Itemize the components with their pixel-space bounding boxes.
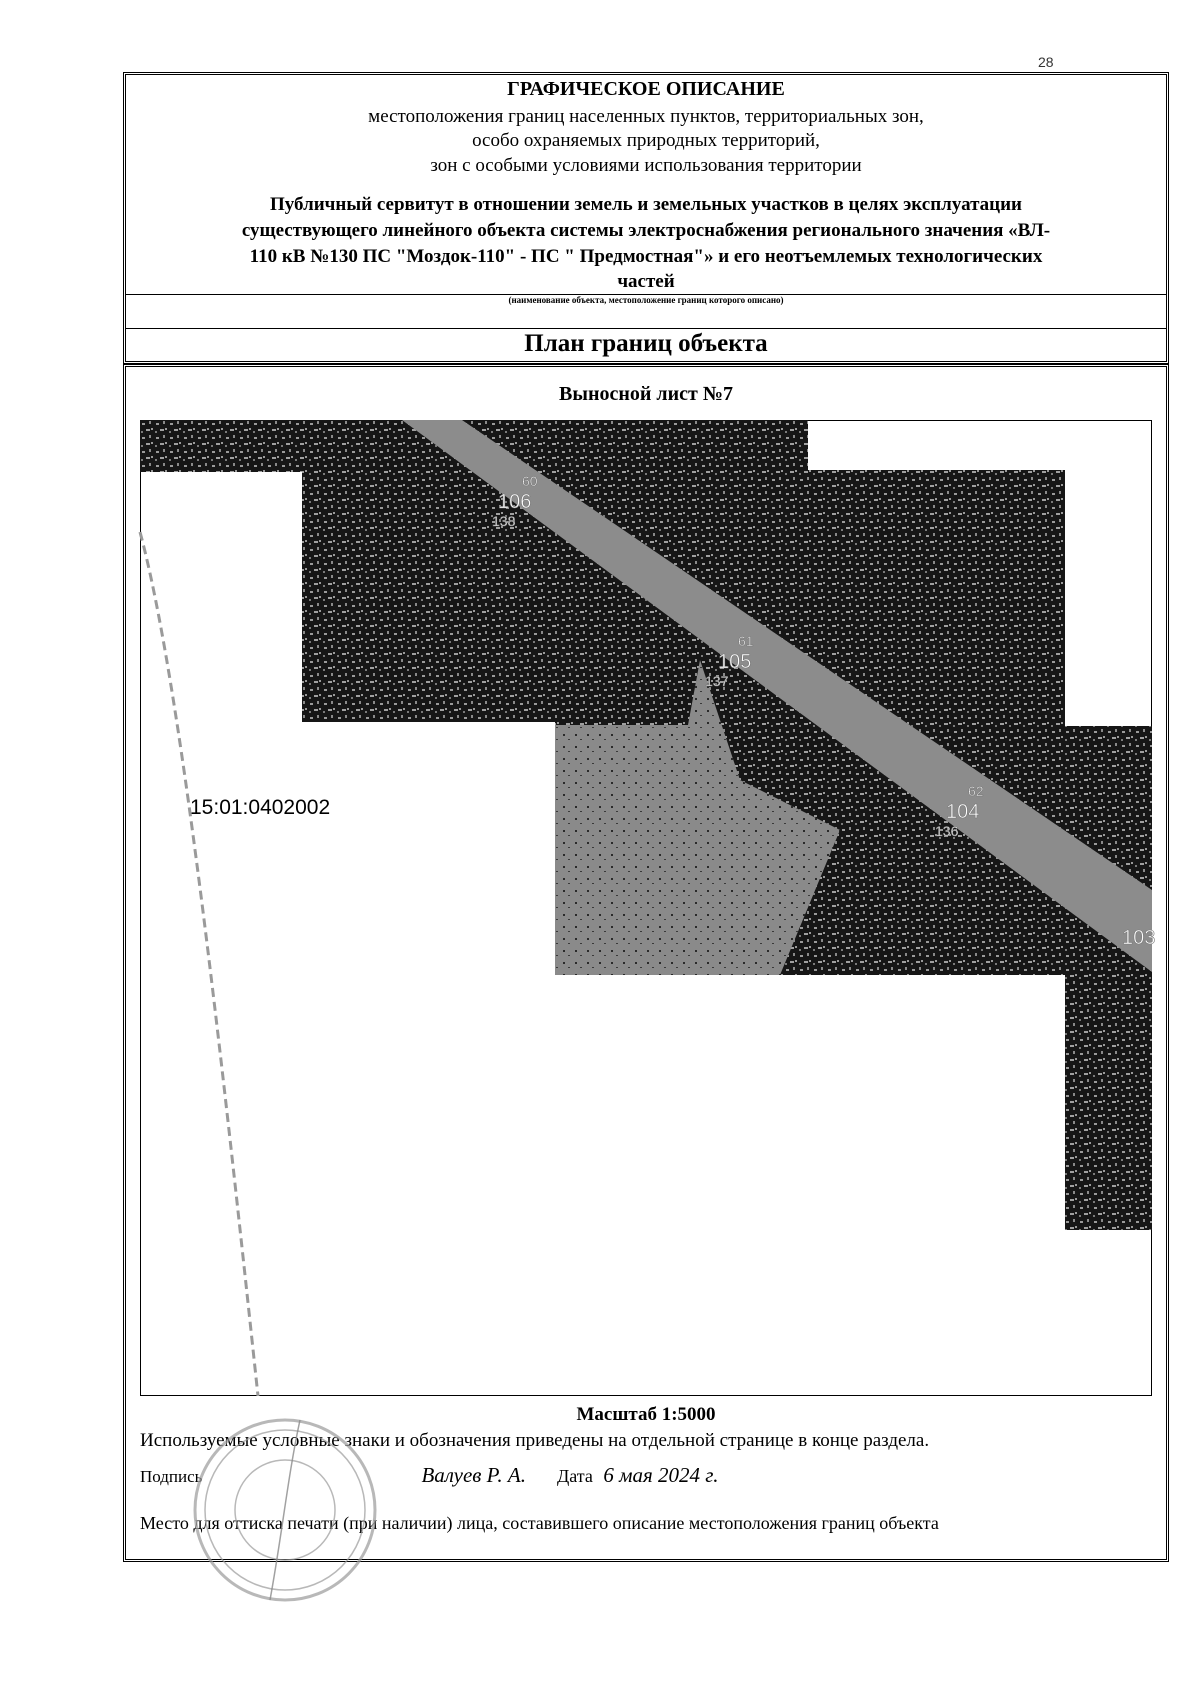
object-line-4: частей [617, 271, 675, 292]
seal-stamp [190, 1415, 380, 1605]
object-line-3: 110 кВ №130 ПС "Моздок-110" - ПС " Предмостная"» и его неотъемлемых технологических [249, 246, 1043, 267]
map-image [140, 420, 1156, 1396]
plan-title: План границ объекта [524, 330, 768, 357]
point-label-bottom: 136 [935, 823, 959, 839]
object-line-2: существующего линейного объекта системы электроснабжения регионального значения «ВЛ- [241, 220, 1051, 241]
signature-label: Подпись [140, 1467, 203, 1486]
date-label: Дата [556, 1466, 593, 1486]
signature-date: 6 мая 2024 г. [603, 1463, 719, 1487]
legend-note: Используемые условные знаки и обозначения приведены на отдельной странице в конце раздела. [140, 1430, 930, 1451]
header-frame [123, 72, 1169, 364]
object-note: (наименование объекта, местоположение границ которого описано) [508, 295, 784, 305]
sheet-title: Выносной лист №7 [559, 383, 733, 405]
subtitle-line-3: зон с особыми условиями использования территории [430, 155, 862, 176]
subtitle-line-1: местоположения границ населенных пунктов, территориальных зон, [368, 106, 924, 127]
divider [126, 328, 1166, 329]
point-label-top: 60 [522, 473, 538, 489]
point-label-main: 106 [498, 491, 532, 513]
point-label-bottom: 137 [705, 673, 729, 689]
page-number: 28 [1038, 54, 1054, 70]
cadastral-boundary [140, 532, 258, 1396]
point-label-main: 104 [946, 801, 980, 823]
stamp-place-label: Место для оттиска печати (при наличии) лица, составившего описание местоположения границ объекта [140, 1513, 939, 1533]
point-label-main: 103 [1122, 927, 1156, 949]
point-label-bottom: 138 [492, 513, 516, 529]
signer-name: Валуев Р. А. [421, 1463, 526, 1487]
scale-label: Масштаб 1:5000 [576, 1404, 716, 1425]
object-line-1: Публичный сервитут в отношении земель и земельных участков в целях эксплуатации [270, 194, 1022, 215]
point-label-top: 62 [968, 783, 984, 799]
subtitle-line-2: особо охраняемых природных территорий, [472, 130, 820, 151]
cadastral-block-label: 15:01:0402002 [190, 796, 331, 819]
document-title: ГРАФИЧЕСКОЕ ОПИСАНИЕ [507, 78, 785, 100]
point-label-top: 61 [738, 633, 754, 649]
point-label-main: 105 [718, 651, 752, 673]
